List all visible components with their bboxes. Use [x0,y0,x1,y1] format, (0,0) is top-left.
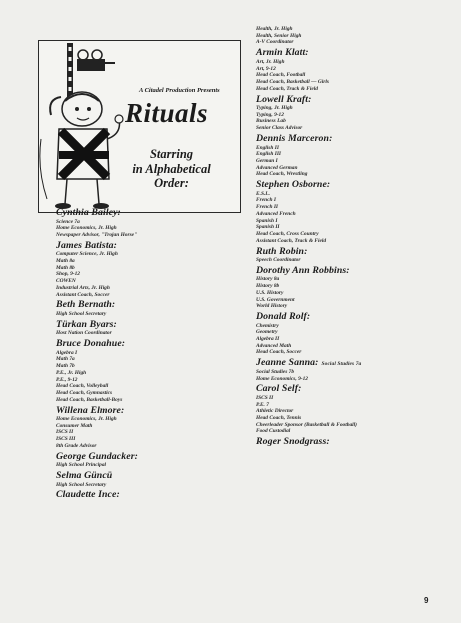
staff-name: Cynthia Bailey: [56,207,121,218]
staff-role: English III [256,151,282,158]
staff-name: Armin Klatt: [256,47,309,59]
staff-name: Bruce Donahue: [56,338,126,350]
staff-role: 8th Grade Advisor [56,442,97,449]
staff-role: Computer Science, Jr. High [56,251,118,258]
staff-role: U.S. Government [256,296,295,303]
staff-entry [256,247,456,264]
staff-role: Head Coach, Football [256,72,306,79]
staff-role: Advanced Math [256,342,292,349]
staff-role: Art, Jr. High [256,58,285,65]
staff-role: Math 8a [56,258,75,264]
staff-role: COWEN [56,278,76,285]
staff-name: Lowell Kraft: [256,93,312,105]
staff-role: Algebra I [56,349,78,356]
staff-role: Math 8b [56,264,75,271]
staff-entry [256,26,456,46]
staff-entry [56,339,241,403]
staff-entry [56,320,241,337]
staff-role: Social Studies 7a [321,361,362,368]
staff-role: History 8b [256,283,280,290]
staff-role: Art, 9-12 [256,65,276,72]
staff-entry [256,312,456,356]
staff-role: Science 7a [56,218,80,225]
title-box [38,40,241,213]
staff-entry [256,48,456,92]
staff-role: Typing, 9-12 [256,111,284,118]
staff-role: Social Studies 7b [256,368,295,375]
staff-role: Spanish I [256,217,278,224]
staff-name: Carol Self: [256,383,302,395]
staff-role: Math 7a [56,356,75,363]
staff-role: ISCS III [56,436,76,443]
staff-role: Advanced French [256,210,296,217]
staff-role: Chemistry [256,322,279,329]
staff-name: Willena Elmore: [56,404,125,416]
staff-name: Dennis Marceron: [256,133,333,144]
staff-role: Business Lab [256,118,286,125]
page-title: Rituals [124,98,209,128]
staff-role: French II [256,204,279,211]
staff-role: Senior Class Advisor [256,125,303,132]
staff-entry [56,406,241,450]
staff-entry [56,471,241,488]
staff-role: History 8a [256,276,280,283]
staff-role: High School Principal [56,462,107,469]
staff-role: E.S.L. [256,190,270,197]
staff-role: High School Secretary [56,310,107,317]
staff-entry [56,300,241,317]
staff-role: Head Coach, Wrestling [256,171,308,178]
staff-entry [256,180,456,244]
staff-role: Head Coach, Tennis [256,415,302,422]
staff-role: ISCS II [56,429,74,436]
right-staff-column [256,26,456,450]
staff-entry [56,241,241,298]
staff-role: Food Custodial [256,428,291,435]
staff-role: Typing, Jr. High [256,105,293,111]
staff-name [256,358,456,369]
staff-role: Speech Coordinator [256,257,301,264]
left-staff-column [56,208,241,503]
staff-entry [256,134,456,178]
staff-name: Ruth Robin: [256,245,308,257]
staff-name: George Gundacker: [56,450,138,462]
staff-role: Cheerleader Sponsor (Basketball & Football) [256,421,357,428]
staff-role: French I [256,197,276,204]
staff-role: Industrial Arts, Jr. High [56,284,110,291]
staff-role: Head Coach, Basketball-Boys [56,396,123,403]
staff-role: High School Secretary [56,481,107,488]
staff-name: Beth Bernath: [56,299,116,311]
staff-role: Newspaper Advisor, "Trojan Horse" [56,231,138,238]
staff-name: James Batista: [56,239,117,251]
staff-role: Health, Senior High [256,32,302,39]
bleed-through-text [120,10,360,26]
page-number: 9 [424,596,429,605]
staff-role: Head Coach, Volleyball [56,383,109,390]
staff-entry [256,266,456,310]
staff-role: Consumer Math [56,422,93,429]
staff-role: Home Economics, Jr. High [56,416,117,422]
staff-role: P.E., 9-12 [56,376,78,383]
starring-line: in Alphabetical [132,161,211,176]
staff-role: Head Coach, Track & Field [256,85,318,92]
staff-role: Math 7b [56,363,75,370]
starring-line: Starring [149,147,194,161]
staff-entry [56,490,241,501]
staff-role: World History [256,303,288,310]
staff-role: A-V Coordinator [256,39,294,46]
staff-role: Home Economics, Jr. High [56,225,117,232]
staff-role: Health, Jr. High [256,26,293,32]
staff-role: Advanced German [256,164,298,171]
staff-role: Host Nation Coordinator [56,330,112,337]
staff-role: P.E., Jr. High [56,369,87,376]
staff-name: Dorothy Ann Robbins: [256,264,350,276]
staff-role: Spanish II [256,224,280,231]
starring-line: Order: [154,176,189,190]
staff-role: Algebra II [256,336,280,343]
staff-role: Head Coach, Gymnastics [56,389,113,396]
staff-role: Head Coach, Basketball — Girls [256,78,329,85]
staff-role: ISCS II [256,394,274,401]
staff-role: P.E. 7 [256,401,269,408]
starring-subtitle [105,147,238,191]
staff-name: Türkan Byars: [56,318,117,330]
staff-role: English II [256,144,279,151]
staff-role: Shop, 9-12 [56,271,80,278]
staff-role: Assistant Coach, Soccer [56,291,110,298]
staff-name: Roger Snodgrass: [256,436,330,448]
staff-role: Home Economics, 9-12 [256,375,308,382]
staff-role: Head Coach, Soccer [256,349,302,356]
staff-name: Donald Rolf: [256,311,311,323]
staff-entry [256,437,456,448]
staff-role: U.S. History [256,289,284,296]
staff-role: Geometry [256,329,278,336]
staff-name: Stephen Osborne: [256,179,331,191]
staff-role: Athletic Director [256,408,294,415]
presents-line: A Citadel Production Presents [139,87,220,94]
staff-entry [56,208,241,239]
staff-role: German I [256,157,278,164]
staff-entry [256,358,456,382]
staff-entry [256,384,456,435]
staff-entry [256,95,456,132]
staff-entry [56,452,241,469]
staff-role: Assistant Coach, Track & Field [256,237,327,244]
staff-role: Head Coach, Cross Country [256,230,319,237]
staff-name: Claudette Ince: [56,489,120,501]
staff-name-text: Jeanne Sanna: [256,357,319,369]
staff-name: Selma Güncü [56,470,113,482]
